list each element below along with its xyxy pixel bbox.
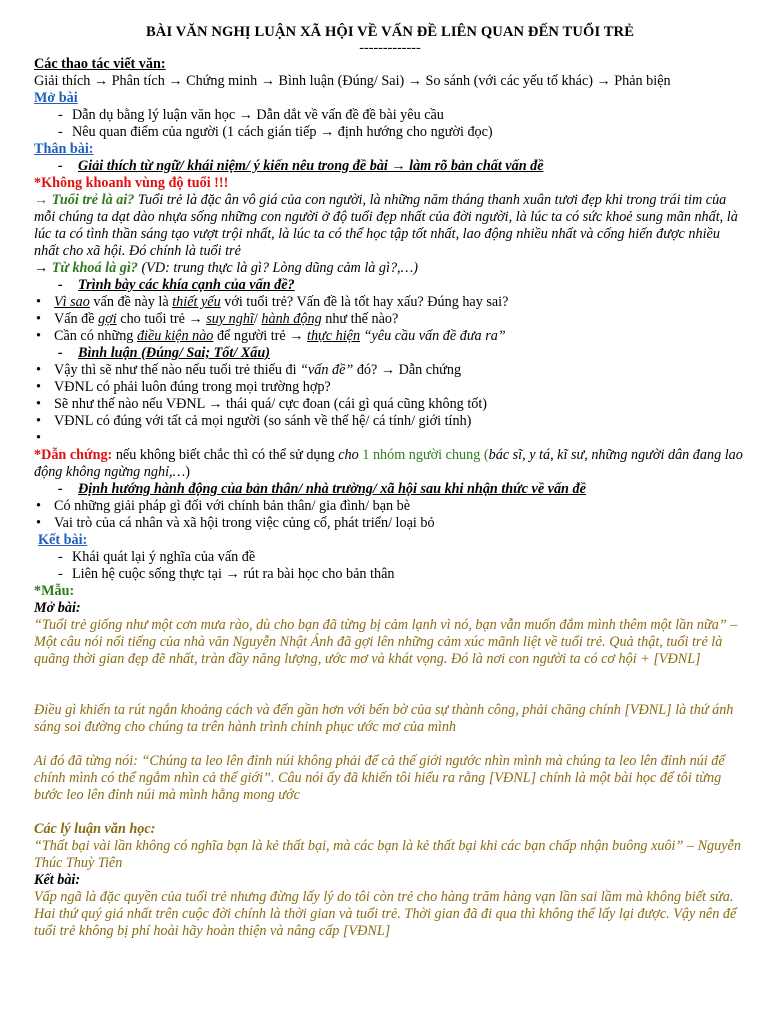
- sample-label: *Mẫu:: [34, 583, 75, 599]
- sample-paragraph-5: Vấp ngã là đặc quyền của tuổi trẻ nhưng đừng lấy lý do tôi còn trẻ cho hàng trăm hàng vạn lần sai lầm mà không biết sửa. Hai thứ quý giá nhất trên cuộc đời chính là thời gian và tuổi trẻ. Thời gian đã đi qua thì không thể lấy lại được. Vậy nên để tuổi trẻ không bị phí hoài hãy hoàn thiện và nâng cấp [VĐNL]: [34, 889, 737, 939]
- orientation-heading: - Định hướng hành động của bản thân/ nhà trường/ xã hội sau khi nhận thức về vấn đề: [34, 481, 746, 498]
- ket-bai-item-1: - Khái quát lại ý nghĩa của vấn đề: [34, 549, 746, 566]
- comment-1-italic: “vấn đề”: [300, 362, 354, 378]
- comment-item-3: • Sẽ như thế nào nếu VĐNL → thái quá/ cực đoan (cái gì quá cũng không tốt): [34, 396, 746, 413]
- aspect-3-text-2: để người trẻ →: [213, 328, 307, 344]
- mo-bai-item-2: - Nêu quan điểm của người (1 cách gián tiếp → định hướng cho người đọc): [34, 124, 746, 141]
- youth-question: → Tuổi trẻ là ai?: [34, 192, 135, 208]
- sample-paragraph-3: Ai đó đã từng nói: “Chúng ta leo lên đỉnh núi không phải để cả thế giới ngước nhìn mình mà chúng ta leo lên đỉnh núi để chính mình có thể ngắm nhìn cả thế giới”. Câu nói ấy đã khiến tôi hiểu ra rằng [VĐNL] chính là một bài học để tôi từng bước leo lên đỉnh núi mà mình hằng mong ước: [34, 753, 725, 803]
- youth-text: Tuổi trẻ là đặc ân vô giá của con người, là những năm tháng thanh xuân tươi đẹp khi trong trái tim của mỗi chúng ta dạt dào nhựa sống những con người ở độ tuổi đẹp nhất của đời người, là lúc ta có sức khoẻ sung mãn nhất, là lúc ta có tình thần sáng tạo vượt trội nhất, là lúc ta có thể học tập tốt nhất, lao động nhiều nhất và cống hiến được nhiều nhất cho xã hội. Đó chính là tuổi trẻ: [34, 192, 738, 259]
- aspect-1-underline-1: Vì sao: [54, 294, 90, 310]
- explain-heading: - Giải thích từ ngữ/ khái niệm/ ý kiến nêu trong đề bài → làm rõ bản chất vấn đề: [34, 158, 746, 175]
- aspect-2-text-3: /: [253, 311, 262, 327]
- aspect-3-text-1: Cần có những: [54, 328, 137, 344]
- aspect-1-text-1: vấn đề này là: [89, 294, 173, 310]
- aspect-2-text-4: như thế nào?: [321, 311, 399, 327]
- sample-paragraph-2: Điều gì khiến ta rút ngắn khoảng cách và đến gần hơn với bến bờ của sự thành công, phải chăng chính [VĐNL] là thứ ánh sáng soi đường cho chúng ta trên hành trình chinh phục ước mơ của mình: [34, 702, 734, 735]
- evidence-text-2: ): [185, 464, 190, 480]
- mo-bai-item-1: - Dẫn dụ bằng lý luận văn học → Dẫn dắt về vấn đề đề bài yêu cầu: [34, 107, 746, 124]
- aspect-3-text-3: “yêu cầu vấn đề đưa ra”: [360, 328, 506, 344]
- aspect-3-underline-2: thực hiện: [307, 328, 361, 344]
- evidence-italic-2: bác sĩ, y tá, kĩ sư, những người dân đang lao động không ngừng nghỉ,…: [34, 447, 743, 480]
- evidence-text-1: nếu không biết chắc thì có thể sử dụng: [112, 447, 339, 463]
- spacer: [34, 804, 746, 821]
- document-title: BÀI VĂN NGHỊ LUẬN XÃ HỘI VỀ VẤN ĐỀ LIÊN QUAN ĐẾN TUỔI TRẺ: [145, 24, 635, 40]
- title-separator: -------------: [359, 40, 421, 56]
- aspect-item-1: [34, 294, 746, 311]
- aspects-heading: - Trình bày các khía cạnh của vấn đề?: [34, 277, 746, 294]
- than-bai-heading: Thân bài:: [34, 141, 94, 157]
- aspect-2-text-2: cho tuổi trẻ →: [116, 311, 207, 327]
- keyword-question: Từ khoá là gì?: [51, 260, 138, 276]
- evidence-italic-1: cho: [338, 447, 363, 463]
- aspect-2-text-1: Vấn đề: [54, 311, 99, 327]
- evidence-green: 1 nhóm người chung (: [362, 447, 489, 463]
- techniques-heading: Các thao tác viết văn:: [34, 56, 166, 72]
- orientation-item-2: • Vai trò của cá nhân và xã hội trong việc củng cố, phát triển/ loại bỏ: [34, 515, 746, 532]
- aspect-1-underline-2: thiết yếu: [172, 294, 221, 310]
- aspect-3-underline-1: điều kiện nào: [136, 328, 214, 344]
- sample-ket-bai-label: Kết bài:: [34, 872, 81, 888]
- comment-item-4: • VĐNL có đúng với tất cả mọi người (so sánh về thế hệ/ cá tính/ giới tính): [34, 413, 746, 430]
- sample-paragraph-4: “Thất bại vài lần không có nghĩa bạn là kẻ thất bại, mà các bạn là kẻ thất bại khi các bạn chấp nhận buông xuôi” – Nguyễn Thúc Thuỳ Tiên: [34, 838, 741, 871]
- aspect-item-2: [34, 311, 746, 328]
- comment-1-text-2: đó? → Dẫn chứng: [353, 362, 462, 378]
- keyword-text: (VD: trung thực là gì? Lòng dũng cảm là gì?,…): [141, 260, 418, 276]
- spacer: [34, 736, 746, 753]
- comment-item-1: [34, 362, 746, 379]
- ket-bai-heading: Kết bài:: [38, 532, 88, 548]
- youth-definition: [34, 192, 746, 260]
- evidence-paragraph: [34, 447, 746, 481]
- comment-heading: - Bình luận (Đúng/ Sai; Tốt/ Xấu): [34, 345, 746, 362]
- techniques-line: Giải thích → Phân tích → Chứng minh → Bình luận (Đúng/ Sai) → So sánh (với các yếu tố khác) → Phản biện: [34, 73, 671, 89]
- aspect-2-underline-1: gợi: [98, 311, 117, 327]
- comment-1-text-1: Vậy thì sẽ như thế nào nếu tuổi trẻ thiếu đi: [54, 362, 301, 378]
- age-warning: *Không khoanh vùng độ tuổi !!!: [34, 175, 229, 191]
- sample-mo-bai-label: Mở bài:: [34, 600, 81, 616]
- comment-item-2: • VĐNL có phải luôn đúng trong mọi trường hợp?: [34, 379, 746, 396]
- comment-item-empty: [34, 430, 746, 447]
- orientation-item-1: • Có những giải pháp gì đối với chính bản thân/ gia đình/ bạn bè: [34, 498, 746, 515]
- aspect-2-underline-2: suy nghĩ: [206, 311, 254, 327]
- ket-bai-item-2: - Liên hệ cuộc sống thực tại → rút ra bài học cho bản thân: [34, 566, 746, 583]
- aspect-1-text-2: với tuổi trẻ? Vấn đề là tốt hay xấu? Đúng hay sai?: [220, 294, 509, 310]
- evidence-label: *Dẫn chứng:: [34, 447, 113, 463]
- aspect-2-underline-3: hành động: [261, 311, 322, 327]
- literary-theory-label: Các lý luận văn học:: [34, 821, 156, 837]
- spacer: [34, 668, 746, 702]
- keyword-line: [34, 260, 746, 277]
- keyword-arrow: →: [34, 260, 49, 276]
- mo-bai-heading: Mở bài: [34, 90, 78, 106]
- aspect-item-3: [34, 328, 746, 345]
- sample-paragraph-1: “Tuổi trẻ giống như một cơn mưa rào, dù cho bạn đã từng bị cảm lạnh vì nó, bạn vẫn muốn đắm mình thêm một lần nữa” – Một câu nói nổi tiếng của nhà văn Nguyễn Nhật Ánh đã gợi lên những cảm xúc mãnh liệt về tuổi trẻ. Quả thật, tuổi trẻ là quãng thời gian đẹp đẽ nhất, tràn đầy năng lượng, ước mơ và khát vọng. Đó là nơi con người ta có cơ hội + [VĐNL]: [34, 617, 738, 667]
